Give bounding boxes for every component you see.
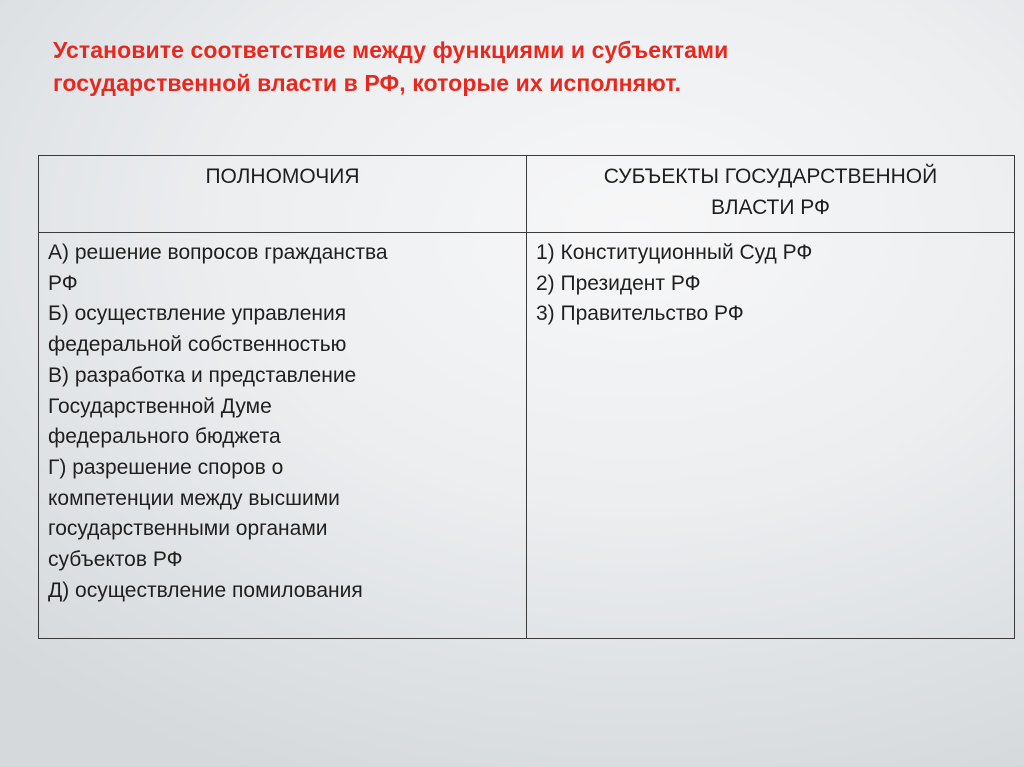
powers-line: компетенции между высшими xyxy=(48,486,340,510)
header-subjects-label-line-2: ВЛАСТИ РФ xyxy=(710,195,831,219)
powers-line: Д) осуществление помилования xyxy=(48,578,363,602)
header-powers xyxy=(39,156,527,233)
powers-cell xyxy=(39,233,527,639)
header-subjects-label-line-1: СУБЪЕКТЫ ГОСУДАРСТВЕННОЙ xyxy=(603,165,938,188)
powers-line: федерального бюджета xyxy=(48,425,281,449)
header-powers-label: ПОЛНОМОЧИЯ xyxy=(205,165,360,188)
task-title xyxy=(53,34,953,100)
powers-line: РФ xyxy=(48,271,78,295)
task-title-line-1: Установите соответствие между функциями и субъектами xyxy=(53,37,729,63)
matching-table xyxy=(38,155,1015,639)
powers-line: Б) осуществление управления xyxy=(48,302,347,326)
powers-line: Г) разрешение споров о xyxy=(48,455,284,479)
powers-line: государственными органами xyxy=(48,517,328,541)
subject-line: 2) Президент РФ xyxy=(536,271,701,295)
powers-line: субъектов РФ xyxy=(48,548,183,572)
task-title-line-2: государственной власти в РФ, которые их исполняют. xyxy=(53,70,682,96)
powers-line: А) решение вопросов гражданства xyxy=(48,241,388,264)
subject-line: 1) Конституционный Суд РФ xyxy=(536,241,813,264)
table-row xyxy=(39,233,1015,639)
powers-line: федеральной собственностью xyxy=(48,333,347,357)
subject-line: 3) Правительство РФ xyxy=(536,302,744,326)
table-header-row xyxy=(39,156,1015,233)
header-subjects xyxy=(527,156,1015,233)
powers-line: В) разработка и представление xyxy=(48,363,357,387)
powers-line: Государственной Думе xyxy=(48,394,272,418)
subjects-cell xyxy=(527,233,1015,639)
